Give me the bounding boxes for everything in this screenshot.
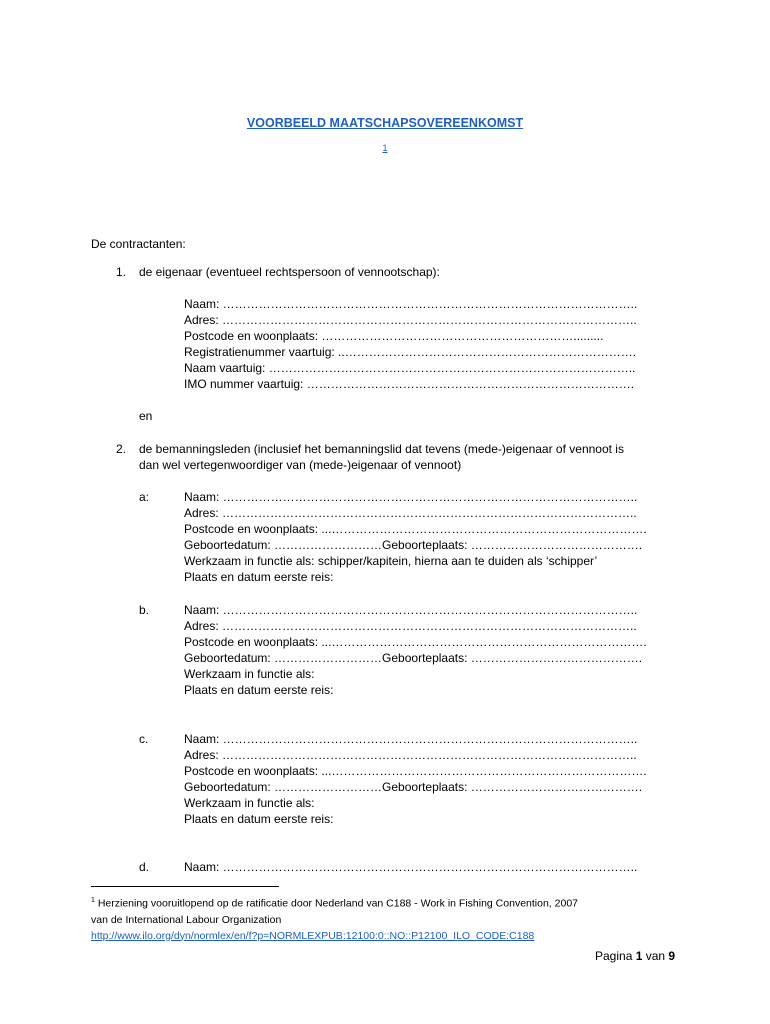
- pager-middle: van: [642, 949, 669, 963]
- member-name-field[interactable]: Naam: …………………………………………………………………………………………..: [184, 732, 638, 746]
- member-name-field[interactable]: Naam: …………………………………………………………………………………………..: [184, 603, 638, 617]
- footnote-line2: van de International Labour Organization: [91, 913, 282, 926]
- member-birth-field[interactable]: Geboortedatum: ………………………Geboorteplaats: …………………………………….: [184, 538, 643, 552]
- item2-label-line1: de bemanningsleden (inclusief het bemanningslid dat tevens (mede-)eigenaar of vennoot is: [139, 442, 624, 456]
- footnote: [91, 893, 578, 944]
- member-address-field[interactable]: Adres: …………………………………………………………………………………………..: [184, 748, 637, 762]
- footnote-text: Herziening vooruitlopend op de ratificatie door Nederland van C188 - Work in Fishing Convention, 2007: [94, 897, 578, 910]
- member-d-fields: [184, 859, 637, 875]
- owner-postcode-field[interactable]: Postcode en woonplaats: ……………………………………………………….........: [184, 329, 604, 343]
- member-function-field[interactable]: Werkzaam in functie als:: [184, 667, 315, 681]
- member-first-trip-field[interactable]: Plaats en datum eerste reis:: [184, 570, 334, 584]
- member-a-fields: [184, 489, 647, 585]
- pager-prefix: Pagina: [595, 949, 636, 963]
- member-postcode-field[interactable]: Postcode en woonplaats: ...…………………………………………………………………….: [184, 764, 647, 778]
- item2-label: [139, 441, 624, 473]
- member-address-field[interactable]: Adres: …………………………………………………………………………………………..: [184, 619, 637, 633]
- footnote-divider: [91, 886, 279, 887]
- document-title: VOORBEELD MAATSCHAPSOVEREENKOMST: [246, 116, 524, 130]
- member-name-field[interactable]: Naam: …………………………………………………………………………………………..: [184, 490, 638, 504]
- member-a-letter: a:: [139, 490, 150, 504]
- owner-name-field[interactable]: Naam: …………………………………………………………………………………………..: [184, 297, 638, 311]
- member-b-fields: [184, 602, 647, 698]
- member-first-trip-field[interactable]: Plaats en datum eerste reis:: [184, 683, 334, 697]
- member-function-field[interactable]: Werkzaam in functie als:: [184, 796, 315, 810]
- owner-fields: [184, 296, 637, 392]
- member-postcode-field[interactable]: Postcode en woonplaats: ...…………………………………………………………………….: [184, 635, 647, 649]
- member-b-letter: b.: [139, 603, 150, 617]
- pager-total: 9: [668, 949, 676, 963]
- item1-label: de eigenaar (eventueel rechtspersoon of vennootschap):: [139, 265, 440, 279]
- imo-number-field[interactable]: IMO nummer vaartuig: ……………………………………………………………………….: [184, 377, 635, 391]
- footnote-link[interactable]: http://www.ilo.org/dyn/normlex/en/f?p=NORMLEXPUB:12100:0::NO::P12100_ILO_CODE:C188: [91, 929, 535, 942]
- owner-address-field[interactable]: Adres: …………………………………………………………………………………………..: [184, 313, 637, 327]
- vessel-registration-field[interactable]: Registratienummer vaartuig: ..……………………………………………………………….: [184, 345, 637, 359]
- pager-current: 1: [635, 949, 643, 963]
- member-birth-field[interactable]: Geboortedatum: ………………………Geboorteplaats: …………………………………….: [184, 780, 643, 794]
- member-c-letter: c.: [139, 732, 149, 746]
- intro-text: De contractanten:: [91, 237, 186, 251]
- footnote-mark: 1: [91, 897, 95, 904]
- member-address-field[interactable]: Adres: …………………………………………………………………………………………..: [184, 506, 637, 520]
- en-text: en: [139, 409, 153, 423]
- member-birth-field[interactable]: Geboortedatum: ………………………Geboorteplaats: …………………………………….: [184, 651, 643, 665]
- footnote-reference[interactable]: 1: [382, 143, 388, 153]
- item2-number: 2.: [116, 442, 127, 456]
- item1-number: 1.: [116, 265, 127, 279]
- member-d-letter: d.: [139, 860, 150, 874]
- member-first-trip-field[interactable]: Plaats en datum eerste reis:: [184, 812, 334, 826]
- member-function-field[interactable]: Werkzaam in functie als: schipper/kapitein, hierna aan te duiden als ‘schipper’: [184, 554, 598, 568]
- footnote-line1: [91, 893, 578, 912]
- page-indicator: [595, 949, 675, 963]
- item2-label-line2: dan wel vertegenwoordiger van (mede-)eigenaar of vennoot): [139, 458, 462, 472]
- member-c-fields: [184, 731, 647, 827]
- member-postcode-field[interactable]: Postcode en woonplaats: ...…………………………………………………………………….: [184, 522, 647, 536]
- member-name-field[interactable]: Naam: …………………………………………………………………………………………..: [184, 860, 638, 874]
- vessel-name-field[interactable]: Naam vaartuig: ………………………………………………………………………………..: [184, 361, 636, 375]
